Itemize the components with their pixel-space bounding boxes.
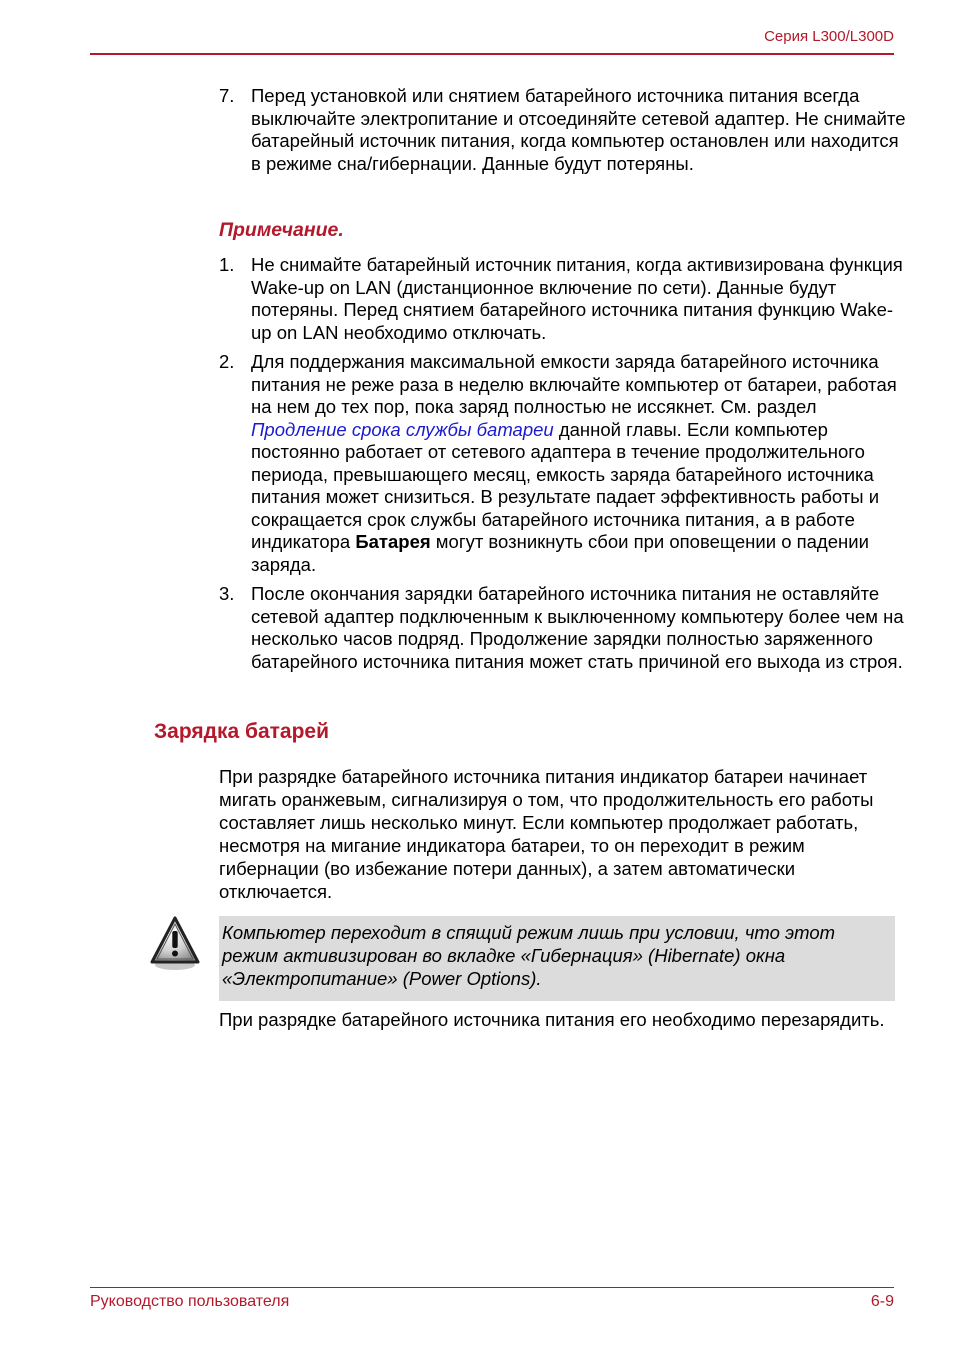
section-heading: Зарядка батарей xyxy=(154,720,330,743)
procedure-list xyxy=(219,85,909,182)
note-heading: Примечание. xyxy=(219,219,344,241)
caution-triangle-icon xyxy=(150,915,200,971)
list-item-text-middle: данной главы. Если компьютер постоянно работает от сетевого адаптера в течение продолжительного периода, превышающего месяц, емкость заряда батарейного источника питания может снизиться. В результате падает эффективность работы и сокращается срок службы батарейного источника питания, а в работе индикатора xyxy=(251,418,880,552)
header-divider xyxy=(90,53,894,55)
note-item-3 xyxy=(219,583,909,673)
list-item-number: 2. xyxy=(219,351,235,372)
list-item-text-end: могут возникнуть сбои при оповещении о падении заряда. xyxy=(251,531,869,575)
list-item-text-start: Для поддержания максимальной емкости заряда батарейного источника питания не реже раза в неделю включайте компьютер от батареи, работая на нем до тех пор, пока заряд полностью не иссякнет. См. раздел xyxy=(251,351,897,417)
battery-life-link[interactable]: Продление срока службы батареи xyxy=(251,418,554,440)
list-item-number: 3. xyxy=(219,583,235,604)
list-item-number: 1. xyxy=(219,254,235,275)
note-item-1 xyxy=(219,254,909,344)
footer-divider xyxy=(90,1287,894,1288)
list-item-text: Не снимайте батарейный источник питания, когда активизирована функция Wake-up on LAN (дистанционное включение по сети). Данные будут потеряны. Перед снятием батарейного источника питания функцию Wake-up on LAN необходимо отключать. xyxy=(251,254,903,343)
note-list xyxy=(219,254,909,680)
charging-paragraph: При разрядке батарейного источника питания индикатор батареи начинает мигать оранжевым, сигнализируя о том, что продолжительность его работы составляет лишь несколько минут. Если компьютер продолжает работать, несмотря на мигание индикатора батареи, то он переходит в режим гибернации (во избежание потери данных), а затем автоматически отключается. xyxy=(219,766,874,902)
note-item-2 xyxy=(219,351,909,576)
list-item-step-7 xyxy=(219,85,909,175)
list-item-number: 7. xyxy=(219,85,235,106)
footer-page-number: 6-9 xyxy=(870,1293,894,1310)
recharge-paragraph: При разрядке батарейного источника питания его необходимо перезарядить. xyxy=(219,1009,885,1030)
list-item-text: Перед установкой или снятием батарейного источника питания всегда выключайте электропитание и отсоединяйте сетевой адаптер. Не снимайте батарейный источник питания, когда компьютер остановлен или находится в режиме сна/гибернации. Данные будут потеряны. xyxy=(251,85,906,174)
warning-text: Компьютер переходит в спящий режим лишь при условии, что этот режим активизирован во вкладке «Гибернация» (Hibernate) окна «Электропитание» (Power Options). xyxy=(222,922,836,989)
list-item-text: После окончания зарядки батарейного источника питания не оставляйте сетевой адаптер подключенным к выключенному компьютеру более чем на несколько часов подряд. Продолжение зарядки полностью заряженного батарейного источника питания может стать причиной его выхода из строя. xyxy=(251,583,904,672)
footer-manual-title: Руководство пользователя xyxy=(90,1293,290,1310)
header-series-title: Серия L300/L300D xyxy=(764,28,894,45)
battery-indicator-label: Батарея xyxy=(355,531,431,552)
